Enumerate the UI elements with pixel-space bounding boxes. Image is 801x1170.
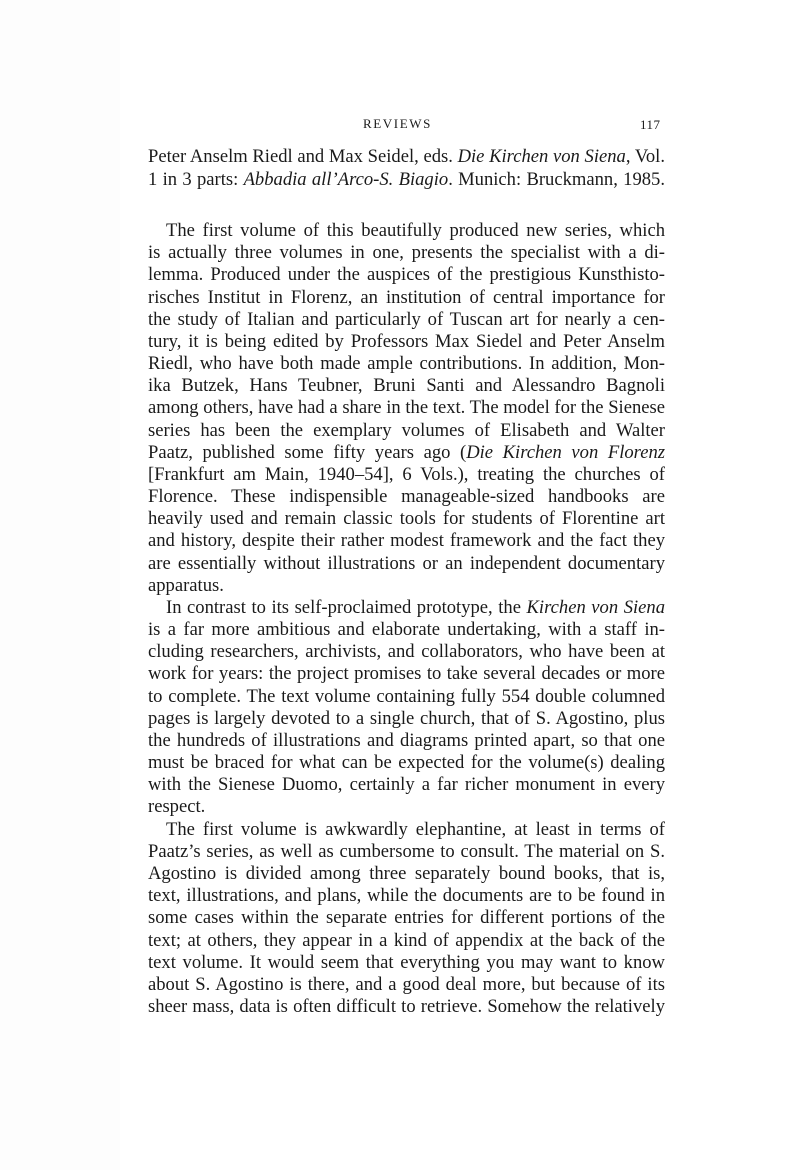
text-span: Paatz’s series, as well as cumbersome to consult. The material on S.: [148, 840, 665, 862]
citation-title: Die Kirchen von Siena: [457, 146, 626, 167]
text-line: [148, 641, 665, 663]
text-span: risches Institut in Florenz, an institution of central importance for: [148, 286, 665, 308]
text-span: The first volume is awkwardly elephantine, at least in terms of: [166, 818, 665, 840]
text-line: [148, 353, 665, 375]
text-line: [148, 486, 665, 508]
text-line: [148, 420, 665, 442]
text-line: [148, 397, 665, 419]
text-line: [148, 930, 665, 952]
text-span: respect.: [148, 796, 206, 818]
text-line: [148, 996, 665, 1018]
text-line: [148, 508, 665, 530]
italic-title: Kirchen von Siena: [526, 596, 665, 618]
book-citation: [148, 145, 665, 191]
text-span: Paatz, published some fifty years ago (: [148, 441, 467, 463]
text-span: sheer mass, data is often difficult to retrieve. Somehow the relatively: [148, 996, 665, 1018]
text-span: text volume. It would seem that everything you may want to know: [148, 951, 665, 973]
text-span: Agostino is divided among three separately bound books, that is,: [148, 862, 665, 884]
text-span: and history, despite their rather modest framework and the fact they: [148, 530, 665, 552]
text-span: Florence. These indispensible manageable-sized handbooks are: [148, 486, 665, 508]
text-line: [148, 907, 665, 929]
text-span: In contrast to its self-proclaimed prototype, the: [166, 596, 527, 618]
text-span: about S. Agostino is there, and a good deal more, but because of its: [148, 973, 665, 995]
text-span: Riedl, who have both made ample contributions. In addition, Mon-: [148, 353, 665, 375]
text-span: to complete. The text volume containing fully 554 double columned: [148, 685, 665, 707]
text-line: [148, 575, 665, 597]
text-line: [148, 287, 665, 309]
text-span: cluding researchers, archivists, and collaborators, who have been at: [148, 641, 665, 663]
citation-authors: Peter Anselm Riedl and Max Seidel, eds.: [148, 146, 458, 167]
text-line: [148, 619, 665, 641]
citation-line: [148, 145, 665, 168]
text-line: [148, 442, 665, 464]
citation-parts: 1 in 3 parts:: [148, 169, 244, 190]
text-span: text; at others, they appear in a kind of appendix at the back of the: [148, 929, 665, 951]
text-span: text, illustrations, and plans, while the documents are to be found in: [148, 885, 665, 907]
text-span: among others, have had a share in the text. The model for the Sienese: [148, 397, 665, 419]
text-span: are essentially without illustrations or an independent documentary: [148, 552, 665, 574]
citation-subtitle: Abbadia all’Arco-S. Biagio: [243, 169, 449, 190]
text-line: [148, 752, 665, 774]
text-span: some cases within the separate entries for different portions of the: [148, 907, 665, 929]
text-span: work for years: the project promises to take several decades or more: [148, 663, 665, 685]
text-span: with the Sienese Duomo, certainly a far richer monument in every: [148, 774, 665, 796]
text-line: [148, 841, 665, 863]
text-line: [148, 819, 665, 841]
text-span: [Frankfurt am Main, 1940–54], 6 Vols.), treating the churches of: [148, 463, 665, 485]
citation-volume: , Vol.: [625, 146, 665, 167]
text-line: [148, 375, 665, 397]
text-span: the study of Italian and particularly of Tuscan art for nearly a cen-: [148, 308, 665, 330]
text-span: the hundreds of illustrations and diagrams printed apart, so that one: [148, 729, 665, 751]
paragraph: [148, 220, 665, 597]
text-line: [148, 730, 665, 752]
citation-line: [148, 168, 665, 191]
italic-title: Die Kirchen von Florenz: [466, 441, 665, 463]
text-line: [148, 464, 665, 486]
text-line: [148, 264, 665, 286]
text-line: [148, 774, 665, 796]
text-line: [148, 686, 665, 708]
text-span: lemma. Produced under the auspices of the prestigious Kunsthisto-: [148, 264, 665, 286]
review-body: [148, 220, 665, 1018]
running-title: REVIEWS: [363, 116, 432, 131]
text-span: pages is largely devoted to a single church, that of S. Agostino, plus: [148, 707, 665, 729]
text-span: is a far more ambitious and elaborate undertaking, with a staff in-: [148, 619, 665, 641]
running-head: [0, 116, 801, 136]
text-line: [148, 220, 665, 242]
text-line: [148, 708, 665, 730]
text-span: must be braced for what can be expected for the volume(s) dealing: [148, 752, 665, 774]
text-line: [148, 885, 665, 907]
text-span: series has been the exemplary volumes of Elisabeth and Walter: [148, 419, 665, 441]
page-number: 117: [640, 117, 661, 132]
text-line: [148, 331, 665, 353]
text-line: [148, 863, 665, 885]
text-line: [148, 796, 665, 818]
text-line: [148, 242, 665, 264]
text-span: is actually three volumes in one, presents the specialist with a di-: [148, 242, 665, 264]
text-span: ika Butzek, Hans Teubner, Bruni Santi and Alessandro Bagnoli: [148, 375, 665, 397]
text-span: heavily used and remain classic tools for students of Florentine art: [148, 508, 665, 530]
text-line: [148, 974, 665, 996]
text-span: apparatus.: [148, 574, 224, 596]
text-line: [148, 597, 665, 619]
text-span: tury, it is being edited by Professors Max Siedel and Peter Anselm: [148, 330, 665, 352]
page-margin-shade: [0, 0, 120, 1170]
paragraph: [148, 819, 665, 1019]
paragraph: [148, 597, 665, 819]
text-span: The first volume of this beautifully produced new series, which: [166, 220, 665, 241]
text-line: [148, 553, 665, 575]
text-line: [148, 952, 665, 974]
text-line: [148, 530, 665, 552]
text-line: [148, 309, 665, 331]
citation-publisher: . Munich: Bruckmann, 1985.: [448, 169, 665, 190]
text-line: [148, 663, 665, 685]
